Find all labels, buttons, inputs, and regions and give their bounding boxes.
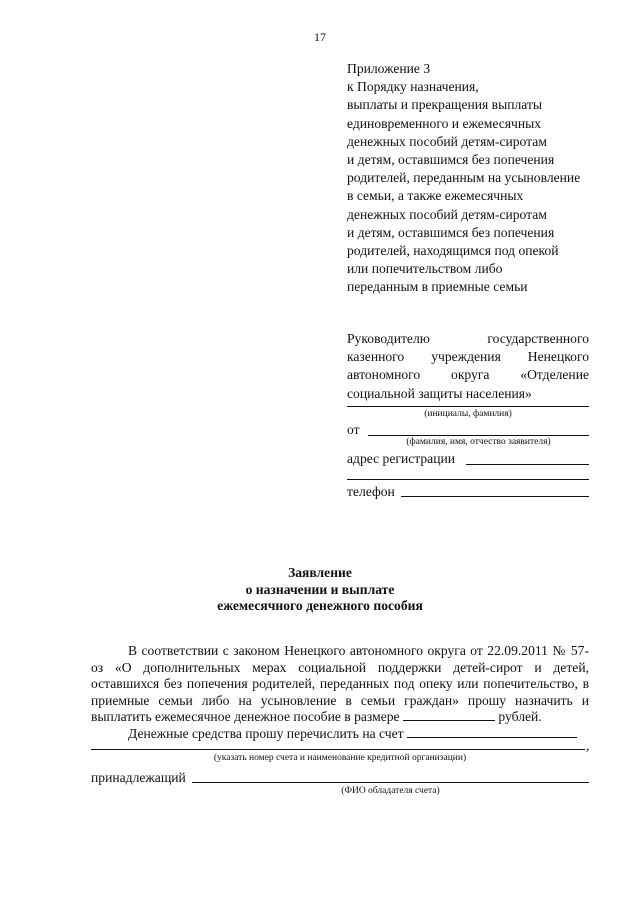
page-number: 17: [314, 30, 326, 44]
appendix-header: [347, 60, 607, 297]
appendix-line: родителей, переданным на усыновление: [347, 170, 581, 186]
applicant-caption: (фамилия, имя, отчество заявителя): [406, 437, 551, 447]
application-body: [91, 643, 589, 743]
document-heading: [0, 565, 640, 615]
applicant-name-field[interactable]: [368, 435, 589, 436]
appendix-line: Приложение 3: [347, 61, 431, 76]
appendix-line: и детям, оставшимся без попечения: [347, 224, 555, 240]
phone-label: телефон: [347, 484, 395, 499]
amount-field[interactable]: [403, 709, 495, 721]
appendix-line: и детям, оставшимся без попечения: [347, 152, 555, 168]
appendix-line: в семьи, а также ежемесячных: [347, 188, 524, 204]
initials-caption: (инициалы, фамилия): [424, 409, 512, 419]
paragraph-1: [91, 643, 589, 726]
appendix-line: денежных пособий детям-сиротам: [347, 206, 547, 222]
appendix-line: выплаты и прекращения выплаты: [347, 97, 543, 113]
appendix-line: денежных пособий детям-сиротам: [347, 133, 547, 149]
account-caption: (указать номер счета и наименование кредитной организации): [213, 753, 467, 763]
paragraph-2-text: Денежные средства прошу перечислить на счет: [128, 725, 404, 741]
owner-field[interactable]: [192, 782, 589, 783]
heading-line: ежемесячного денежного пособия: [217, 598, 423, 613]
appendix-line: единовременного и ежемесячных: [347, 115, 542, 131]
account-field-line2[interactable]: [91, 749, 585, 750]
address-field[interactable]: [466, 464, 589, 465]
initials-field[interactable]: [347, 406, 589, 407]
from-label: от: [347, 422, 360, 437]
address-field-line2[interactable]: [347, 479, 589, 480]
appendix-line: или попечительством либо: [347, 261, 503, 277]
owner-caption: (ФИО обладателя счета): [341, 786, 440, 796]
appendix-line: к Порядку назначения,: [347, 79, 479, 95]
comma-mark: ,: [586, 738, 590, 753]
appendix-line: переданным в приемные семьи: [347, 279, 528, 295]
recipient-title: Руководителю государственного казенного учреждения Ненецкого автономного округа «Отделение социальной защиты населения»: [347, 331, 589, 401]
phone-field[interactable]: [401, 496, 589, 497]
belonging-label: принадлежащий: [91, 770, 186, 785]
paragraph-2: [91, 726, 589, 743]
heading-line: о назначении и выплате: [245, 581, 395, 597]
currency-label: рублей.: [498, 709, 542, 725]
appendix-line: родителей, находящимся под опекой: [347, 243, 559, 259]
paragraph-1-text: В соответствии с законом Ненецкого автономного округа от 22.09.2011 № 57-оз «О дополнительных мерах социальной поддержки детей-сирот и детей, оставшихся без попечения родителей, переданных под опеку или попечительство, в приемные семьи либо на усыновление в семьи граждан» прошу назначить и выплатить ежемесячное денежное пособие в размере: [91, 643, 589, 725]
heading-line: Заявление: [288, 565, 352, 580]
account-field[interactable]: [407, 726, 577, 738]
address-label: адрес регистрации: [347, 451, 456, 466]
